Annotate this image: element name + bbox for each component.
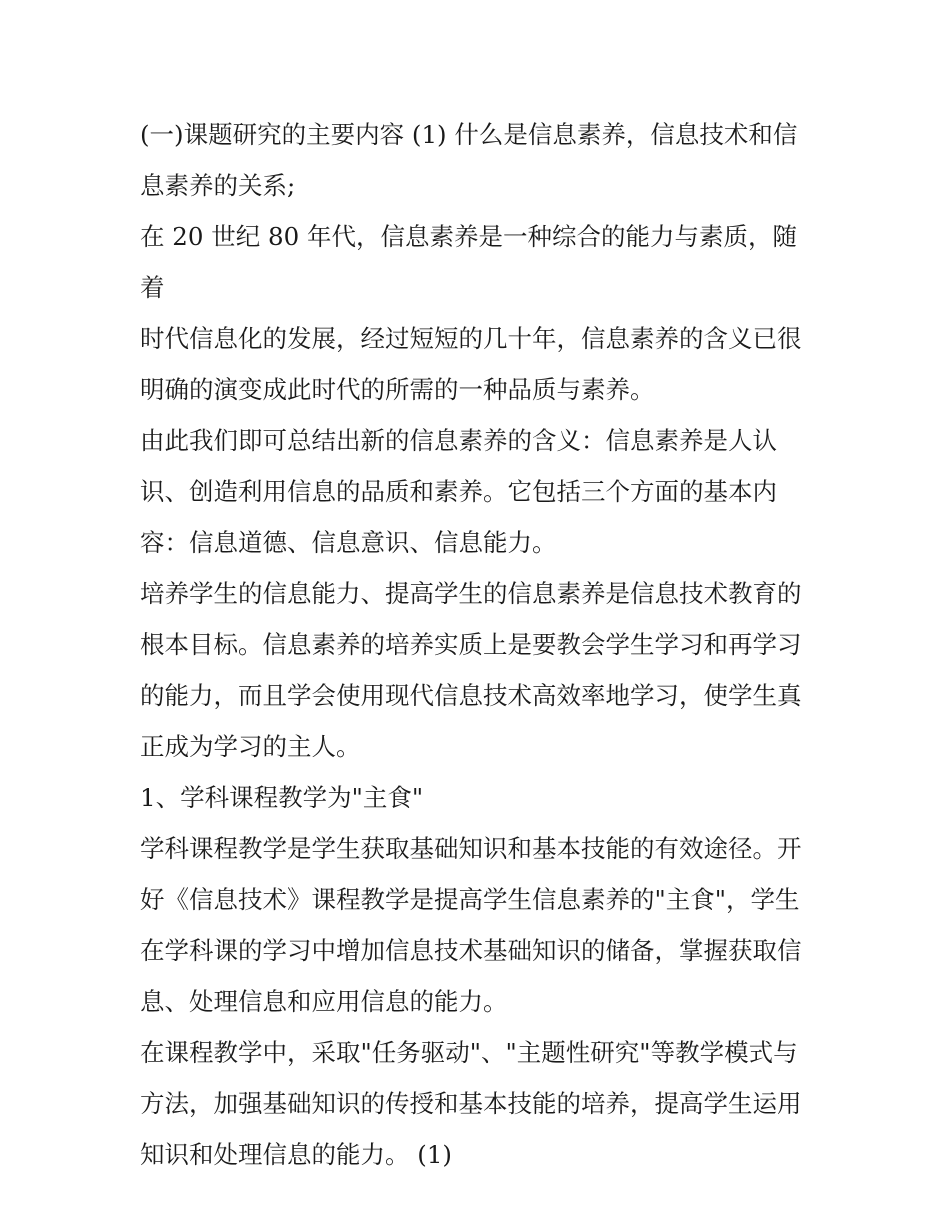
paragraph-history: 在 20 世纪 80 年代，信息素养是一种综合的能力与素质，随着 时代信息化的发展，经过短短的几十年，信息素养的含义已很 明确的演变成此时代的所需的一种品质与素养。 [140, 222, 802, 404]
paragraph-teaching-method: 在课程教学中，采取"任务驱动"、"主题性研究"等教学模式与 方法，加强基础知识的传授和基本技能的培养，提高学生运用 知识和处理信息的能力。 (1) [140, 1038, 802, 1169]
section-heading: 1、学科课程教学为"主食" [140, 783, 424, 812]
paragraph-research-content: (一)课题研究的主要内容 (1) 什么是信息素养，信息技术和信 息素养的关系; [140, 120, 798, 200]
paragraph-definition: 由此我们即可总结出新的信息素养的含义：信息素养是人认 识、创造利用信息的品质和素养。它包括三个方面的基本内 容：信息道德、信息意识、信息能力。 [140, 426, 777, 557]
paragraph-course-teaching: 学科课程教学是学生获取基础知识和基本技能的有效途径。开 好《信息技术》课程教学是提高学生信息素养的"主食"，学生 在学科课的学习中增加信息技术基础知识的储备，掌握获取信 息、处理信息和应用信息的能力。 [140, 834, 802, 1016]
document-body [140, 109, 816, 1180]
paragraph-goal: 培养学生的信息能力、提高学生的信息素养是信息技术教育的 根本目标。信息素养的培养实质上是要教会学生学习和再学习 的能力，而且学会使用现代信息技术高效率地学习，使学生真 正成为学习的主人。 [140, 579, 802, 761]
